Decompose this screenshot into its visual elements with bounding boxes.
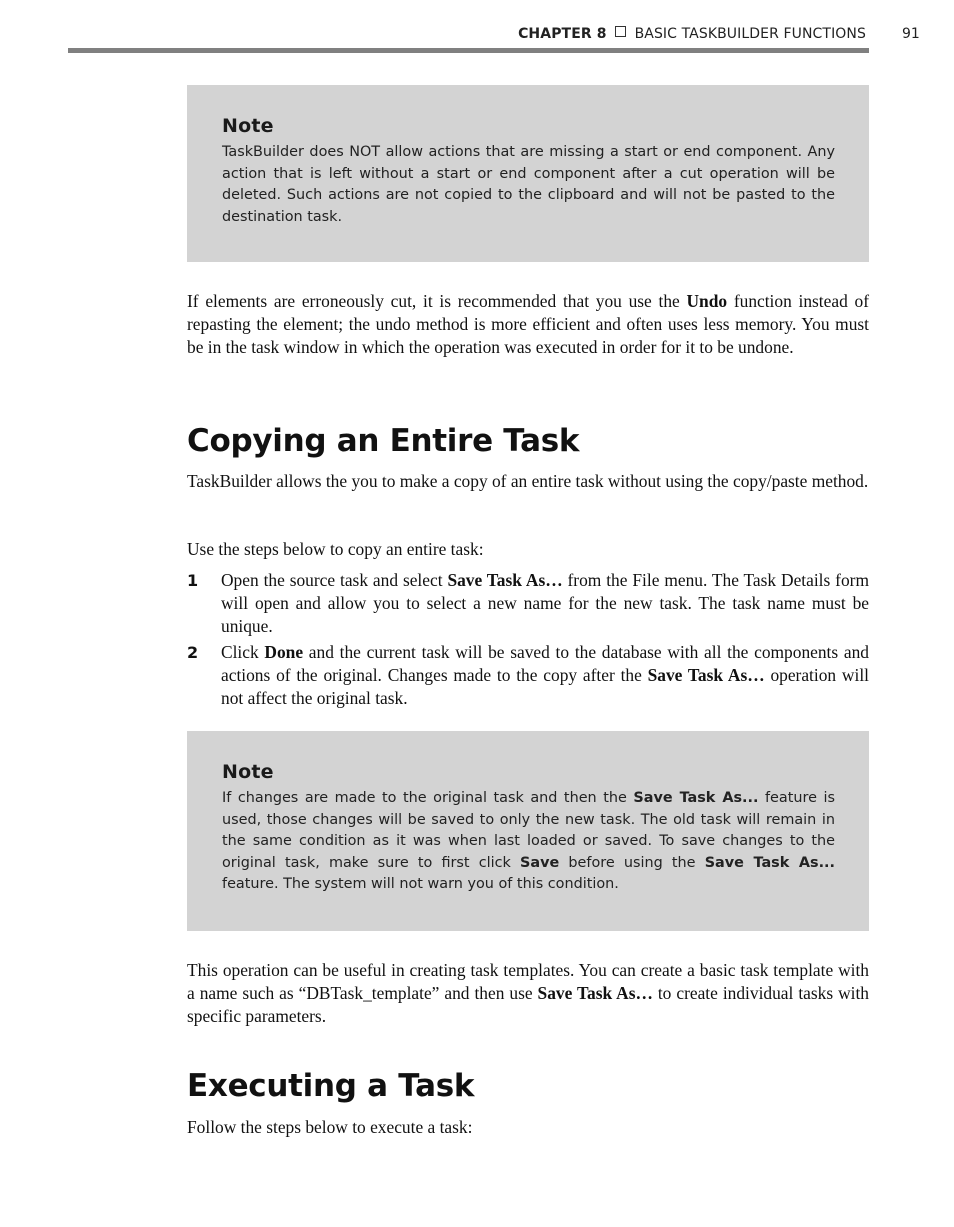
text-run: before using the: [559, 854, 705, 871]
text-run: Click: [221, 642, 265, 662]
bold-term: Save Task As…: [537, 983, 653, 1003]
bold-term: Save Task As...: [633, 790, 759, 806]
header-rule: [68, 48, 869, 53]
list-item: [187, 641, 869, 710]
paragraph-steps-intro: Use the steps below to copy an entire task:: [187, 539, 484, 559]
separator-box-icon: [615, 26, 626, 37]
text-run: This operation can be useful in creating task templates. You can create a basic task template with a name such as “DBTask_template” and then use: [187, 960, 869, 1003]
bold-term: Done: [264, 642, 304, 662]
note-title: Note: [222, 115, 274, 137]
paragraph-undo: [187, 290, 869, 359]
list-item: [187, 569, 869, 638]
note-text: [222, 788, 835, 896]
chapter-label: CHAPTER 8: [518, 26, 607, 42]
paragraph-templates: [187, 959, 869, 1028]
step-number: 2: [187, 643, 199, 662]
step-text: [221, 641, 869, 710]
bold-term: Save: [520, 854, 560, 871]
text-run: to create individual tasks with specific parameters.: [187, 983, 870, 1026]
note-box: [187, 731, 869, 931]
paragraph-copy-intro: TaskBuilder allows the you to make a copy of an entire task without using the copy/paste method.: [187, 471, 869, 491]
note-text: TaskBuilder does NOT allow actions that are missing a start or end component. Any action that is left without a start or end component after a cut operation will be deleted. Such actions are not copied to the clipboard and will not be pasted to the destination task.: [222, 144, 835, 225]
text-run: feature is used, those changes will be saved to only the new task. The old task will remain in the same condition as it was when last loaded or saved. To save changes to the original task, make sure to first click: [222, 790, 835, 871]
note-title: Note: [222, 761, 274, 783]
note-box: [187, 85, 869, 262]
section-label: BASIC TASKBUILDER FUNCTIONS: [634, 26, 866, 42]
text-run: operation will not affect the original task.: [221, 665, 869, 708]
section-heading-execute: Executing a Task: [187, 1068, 475, 1104]
section-heading-copy: Copying an Entire Task: [187, 423, 580, 459]
step-number: 1: [187, 571, 199, 590]
text-run: Open the source task and select: [221, 570, 448, 590]
text-run: function instead of repasting the element; the undo method is more efficient and often uses less memory. You must be in the task window in which the operation was executed in order for it to be undone.: [187, 291, 869, 357]
step-text: [221, 569, 869, 638]
text-run: and the current task will be saved to the database with all the components and actions of the original. Changes made to the copy after the: [221, 642, 869, 685]
chapter-title: [518, 26, 866, 42]
paragraph-execute-intro: Follow the steps below to execute a task:: [187, 1117, 473, 1137]
page-number: 91: [902, 26, 920, 42]
bold-term: Save Task As…: [647, 665, 765, 685]
bold-term: Undo: [686, 291, 728, 311]
text-run: If changes are made to the original task and then the: [222, 790, 634, 806]
bold-term: Save Task As…: [447, 570, 563, 590]
bold-term: Save Task As...: [704, 854, 835, 871]
text-run: If elements are erroneously cut, it is recommended that you use the: [187, 291, 687, 311]
running-header: [0, 26, 954, 46]
text-run: from the File menu. The Task Details form will open and allow you to select a new name for the new task. The task name must be unique.: [221, 570, 869, 636]
text-run: feature. The system will not warn you of this condition.: [222, 876, 619, 892]
